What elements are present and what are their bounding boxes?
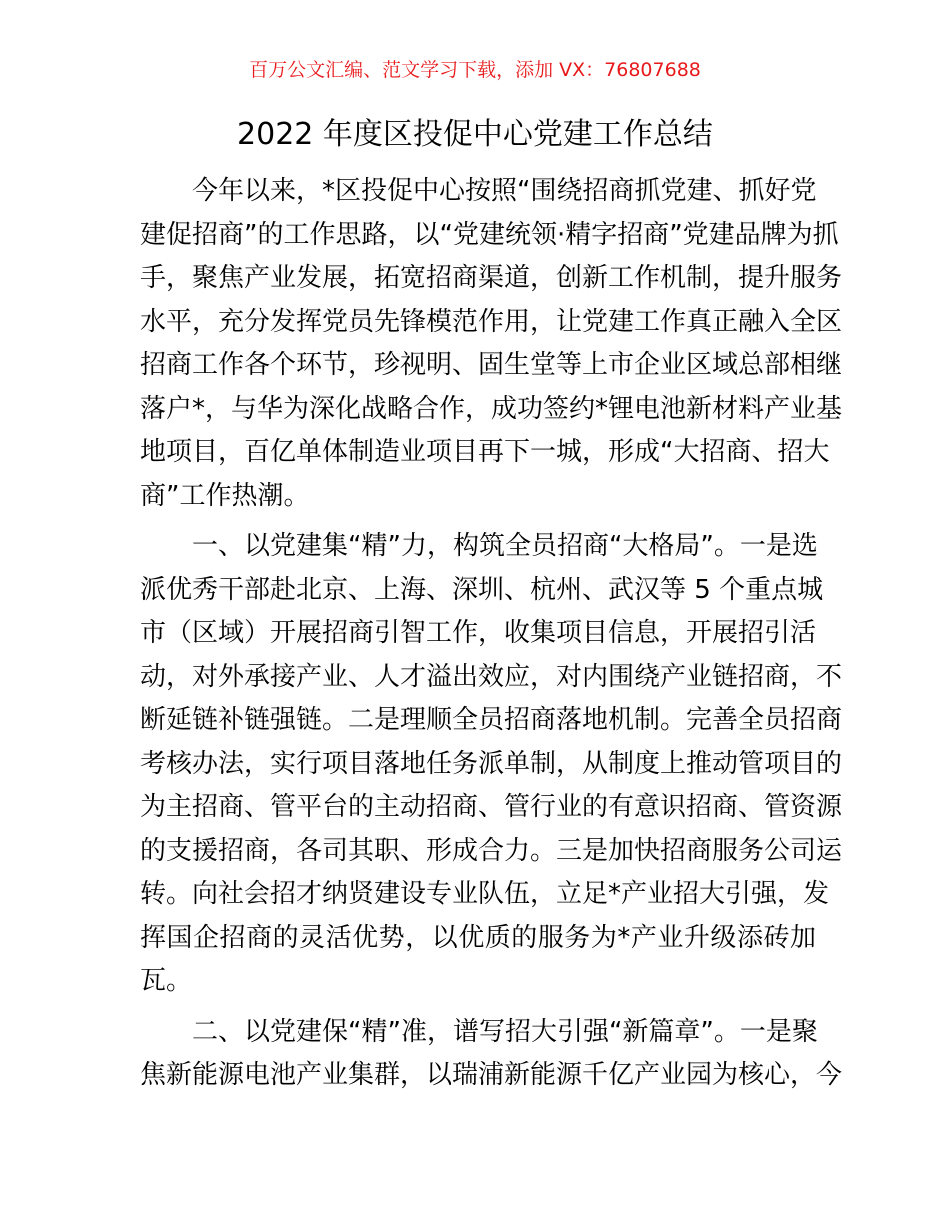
text-line: 落户*，与华为深化战略合作，成功签约*锂电池新材料产业基 xyxy=(140,393,843,424)
text-line: 考核办法，实行项目落地任务派单制，从制度上推动管项目的 xyxy=(140,748,843,779)
document-title: 2022 年度区投促中心党建工作总结 xyxy=(237,117,713,152)
text-line: 挥国企招商的灵活优势，以优质的服务为*产业升级添砖加 xyxy=(140,922,816,953)
text-line: 手，聚焦产业发展，拓宽招商渠道，创新工作机制，提升服务 xyxy=(140,263,843,293)
watermark-header: 百万公文汇编、范文学习下载，添加 VX：76807688 xyxy=(249,59,701,81)
text-line: 的支援招商，各司其职、形成合力。三是加快招商服务公司运 xyxy=(140,835,843,866)
text-line: 断延链补链强链。二是理顺全员招商落地机制。完善全员招商 xyxy=(140,705,843,735)
text-line: 派优秀干部赴北京、上海、深圳、杭州、武汉等 5 个重点城 xyxy=(140,574,824,605)
text-line: 动，对外承接产业、人才溢出效应，对内围绕产业链招商，不 xyxy=(140,661,843,692)
text-line: 二、以党建保“精”准，谱写招大引强“新篇章”。一是聚 xyxy=(192,1016,818,1047)
text-line: 为主招商、管平台的主动招商、管行业的有意识招商、管资源 xyxy=(140,792,843,822)
document-body xyxy=(140,170,843,1105)
text-line: 商”工作热潮。 xyxy=(140,480,310,511)
text-line: 地项目，百亿单体制造业项目再下一城，形成“大招商、招大 xyxy=(140,437,830,467)
text-line: 建促招商”的工作思路，以“党建统领·精字招商”党建品牌为抓 xyxy=(140,219,839,250)
text-line: 今年以来，*区投促中心按照“围绕招商抓党建、抓好党 xyxy=(192,176,817,206)
text-line: 一、以党建集“精”力，构筑全员招商“大格局”。一是选 xyxy=(192,531,818,561)
text-line: 焦新能源电池产业集群，以瑞浦新能源千亿产业园为核心，今 xyxy=(140,1060,843,1090)
text-line: 市（区域）开展招商引智工作，收集项目信息，开展招引活 xyxy=(140,618,817,648)
text-line: 水平，充分发挥党员先锋模范作用，让党建工作真正融入全区 xyxy=(140,306,843,337)
text-line: 转。向社会招才纳贤建设专业队伍，立足*产业招大引强，发 xyxy=(140,879,830,909)
paragraph xyxy=(140,170,843,518)
paragraph xyxy=(140,1011,843,1098)
text-line: 瓦。 xyxy=(140,966,193,996)
text-line: 招商工作各个环节，珍视明、固生堂等上市企业区域总部相继 xyxy=(140,350,843,380)
paragraph xyxy=(140,525,843,1004)
